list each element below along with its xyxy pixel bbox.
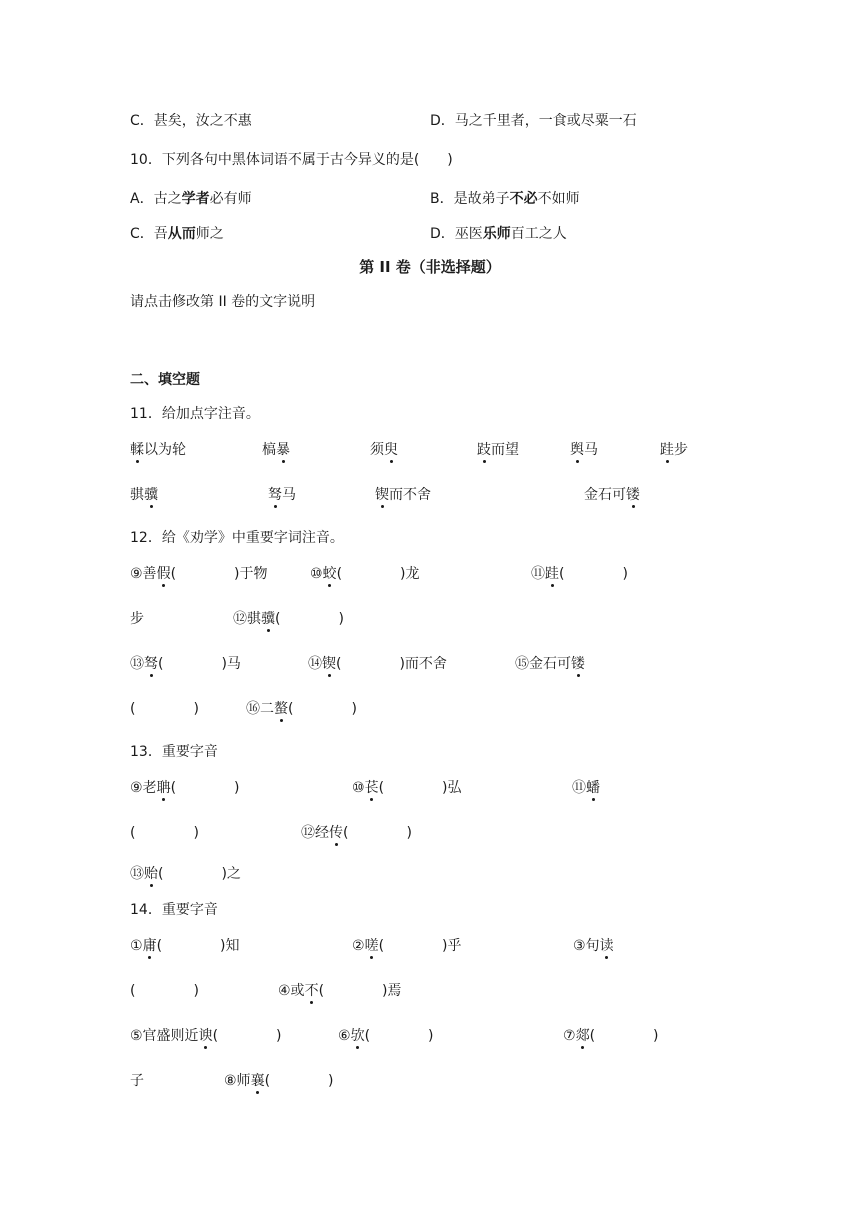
q12-item-15: ⑮金石可镂 — [515, 656, 585, 672]
q12-line2-start: 步 — [130, 611, 144, 627]
q11-item: 槁暴 — [262, 442, 290, 458]
q11-item: 跬步 — [660, 442, 688, 458]
q12-item-9: ⑨善假( )于物 — [130, 566, 268, 582]
q14-item-3: ③句读 — [573, 938, 614, 954]
q10-option-a: A．古之学者必有师 — [130, 191, 252, 207]
q10-option-c: C．吾从而师之 — [130, 226, 224, 242]
q9-option-d: D．马之千里者，一食或尽粟一石 — [430, 113, 637, 129]
q12-item-11: ⑪跬( ) — [531, 566, 628, 582]
q14-item-2: ②嗟( )乎 — [352, 938, 462, 954]
q13-line2-start: ( ) — [130, 825, 199, 841]
q13-item-13: ⑬贻( )之 — [130, 866, 241, 882]
q14-line4-start: 子 — [130, 1073, 144, 1089]
q11-item: 驽马 — [268, 487, 296, 503]
q13-item-9: ⑨老聃( ) — [130, 780, 240, 796]
q14-item-8: ⑧师襄( ) — [224, 1073, 334, 1089]
part2-title: 第 II 卷（非选择题） — [359, 258, 501, 276]
q12-item-14: ⑭锲( )而不舍 — [308, 656, 447, 672]
q11-item: 舆马 — [570, 442, 598, 458]
q14-item-6: ⑥欤( ) — [338, 1028, 434, 1044]
section2-heading: 二、填空题 — [130, 372, 200, 388]
q12-item-16: ⑯二螯( ) — [246, 701, 357, 717]
q9-option-c: C．甚矣，汝之不惠 — [130, 113, 252, 129]
q13-item-12: ⑫经传( ) — [301, 825, 412, 841]
q14-item-7: ⑦郯( ) — [563, 1028, 659, 1044]
q10-option-d: D．巫医乐师百工之人 — [430, 226, 567, 242]
part2-note: 请点击修改第 II 卷的文字说明 — [130, 294, 316, 310]
q10-option-b: B．是故弟子不必不如师 — [430, 191, 580, 207]
q11-stem: 11．给加点字注音。 — [130, 406, 260, 422]
q11-item: 锲而不舍 — [375, 487, 431, 503]
q13-stem: 13．重要字音 — [130, 744, 218, 760]
q12-item-10: ⑩蛟( )龙 — [310, 566, 420, 582]
q11-item: 金石可镂 — [584, 487, 640, 503]
q11-item: 骐骥 — [130, 487, 158, 503]
q14-item-4: ④或不( )焉 — [278, 983, 402, 999]
q11-item: 輮以为轮 — [130, 442, 186, 458]
q13-item-11: ⑪蟠 — [572, 780, 600, 796]
q11-item: 须臾 — [370, 442, 398, 458]
q12-line4-start: ( ) — [130, 701, 199, 717]
q12-stem: 12．给《劝学》中重要字词注音。 — [130, 530, 344, 546]
q11-item: 跂而望 — [477, 442, 519, 458]
q14-line2-start: ( ) — [130, 983, 199, 999]
q14-stem: 14．重要字音 — [130, 902, 218, 918]
q14-item-5: ⑤官盛则近谀( ) — [130, 1028, 282, 1044]
q12-item-13: ⑬驽( )马 — [130, 656, 241, 672]
q12-item-12: ⑫骐骥( ) — [233, 611, 344, 627]
q13-item-10: ⑩苌( )弘 — [352, 780, 462, 796]
q10-stem: 10．下列各句中黑体词语不属于古今异义的是( ) — [130, 152, 453, 168]
q14-item-1: ①庸( )知 — [130, 938, 240, 954]
